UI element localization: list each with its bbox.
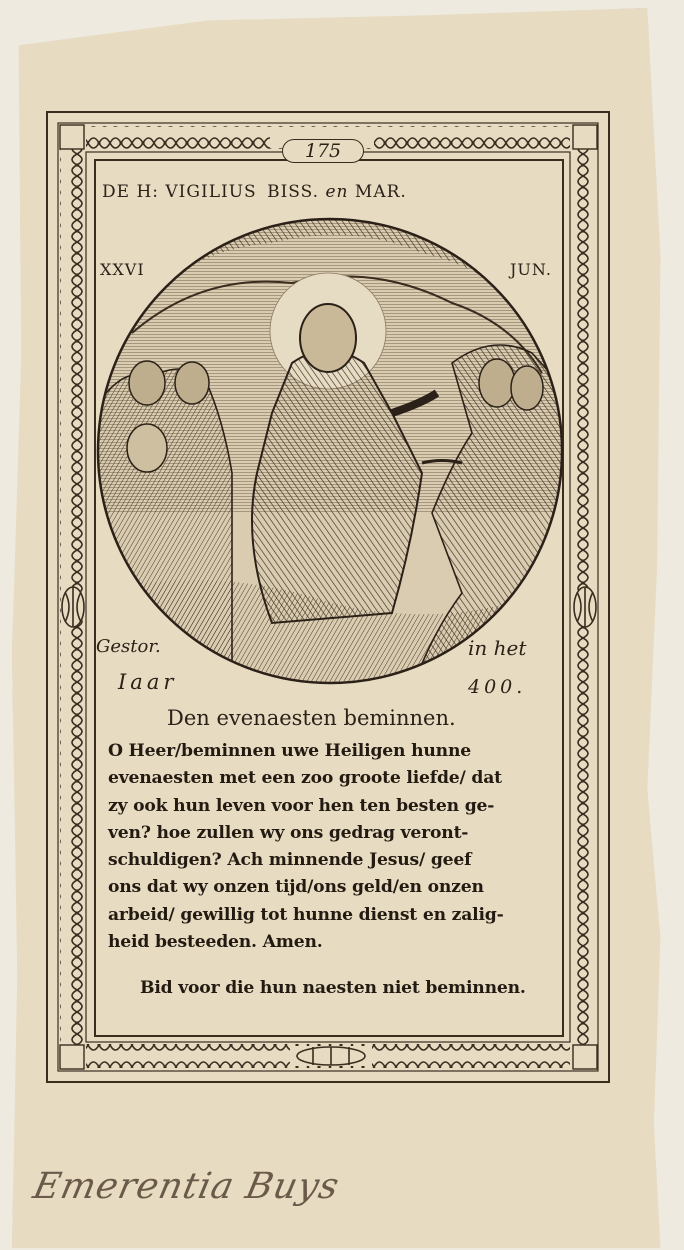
- prayer-text: [108, 738, 554, 956]
- prayer-line: schuldigen? Ach minnende Jesus/ geef: [108, 850, 472, 871]
- card-title: [102, 182, 554, 202]
- saint-name: DE H: VIGILIUS: [102, 182, 257, 202]
- feast-day: XXVI: [100, 260, 145, 279]
- prayer-line: zy ook hun leven voor hen ten besten ge-: [108, 795, 495, 816]
- martyr-rank: MAR.: [354, 182, 407, 202]
- title-conjunction: en: [325, 182, 349, 202]
- page-number: 175: [282, 139, 364, 163]
- died-label: Gestor.: [96, 636, 161, 657]
- feast-month: JUN.: [510, 260, 552, 279]
- prayer-line: heid besteeden. Amen.: [108, 932, 323, 953]
- closing-invocation: Bid voor die hun naesten niet beminnen.: [140, 978, 526, 998]
- prayer-line: evenaesten met een zoo groote liefde/ dat: [108, 768, 502, 789]
- prayer-line: ons dat wy onzen tijd/ons geld/en onzen: [108, 877, 484, 898]
- bishop-rank: BISS.: [267, 182, 320, 202]
- year-word-label: Iaar: [118, 670, 178, 694]
- prayer-line: O Heer/beminnen uwe Heiligen hunne: [108, 741, 471, 761]
- meditation-heading: Den evenaesten beminnen.: [167, 706, 456, 730]
- prayer-line: ven? hoe zullen wy ons gedrag veront-: [108, 822, 469, 843]
- prayer-line: arbeid/ gewillig tot hunne dienst en zalig-: [108, 904, 504, 925]
- in-het-label: in het: [468, 636, 527, 660]
- handwritten-inscription: Emerentia Buys: [29, 1166, 344, 1207]
- death-year: 400.: [468, 676, 527, 698]
- engraved-saint-medallion: [92, 213, 568, 689]
